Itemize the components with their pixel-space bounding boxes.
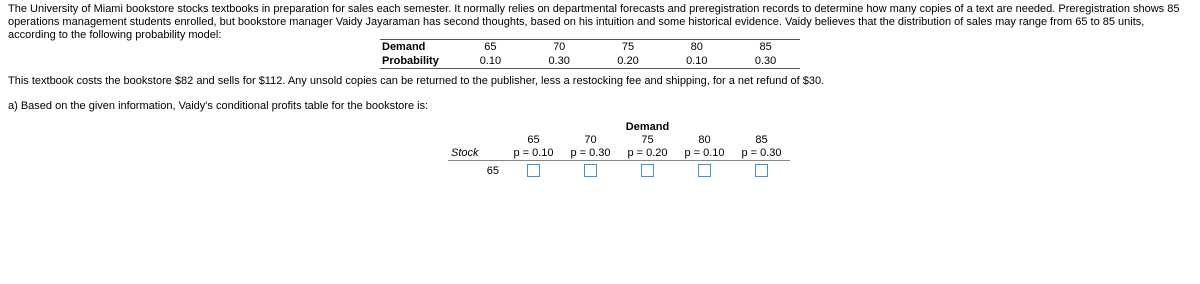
demand-value: 80 — [662, 40, 731, 55]
probability-header: p = 0.30 — [733, 147, 790, 161]
demand-value: 75 — [594, 40, 663, 55]
demand-header: 70 — [584, 134, 597, 146]
conditional-profits-table — [448, 121, 790, 181]
probability-row-label: Probability — [380, 54, 456, 69]
probability-header: p = 0.10 — [676, 147, 733, 161]
demand-header: 75 — [641, 134, 654, 146]
probability-value: 0.10 — [662, 54, 731, 69]
probability-header: p = 0.10 — [505, 147, 562, 161]
demand-header: 65 — [527, 134, 540, 146]
stock-row-65 — [448, 161, 790, 182]
profit-input[interactable] — [641, 164, 654, 177]
probability-row — [380, 54, 800, 69]
demand-value: 85 — [731, 40, 800, 55]
probability-header: p = 0.20 — [619, 147, 676, 161]
problem-intro: The University of Miami bookstore stocks textbooks in preparation for sales each semester. It normally relies on departmental forecasts and preregistration records to determine how many copies of a text are needed. Preregistration shows 85 operations management students enrolled, but bookstore manager Vaidy Jayaraman has second thoughts, based on his intuition and some historical evidence. Vaidy believes that the distribution of sales may range from 65 to 85 units, according to the following probability model: — [8, 3, 1180, 41]
demand-header: 85 — [755, 134, 768, 146]
demand-title-row — [448, 121, 790, 134]
stock-label: Stock — [448, 147, 505, 161]
demand-row — [380, 40, 800, 55]
demand-value: 70 — [525, 40, 594, 55]
probability-value: 0.20 — [594, 54, 663, 69]
profit-input[interactable] — [755, 164, 768, 177]
cost-statement: This textbook costs the bookstore $82 and sells for $112. Any unsold copies can be returned to the publisher, less a restocking fee and shipping, for a net refund of $30. — [8, 75, 825, 87]
demand-header-row — [448, 134, 790, 147]
stock-value: 65 — [486, 164, 499, 177]
profit-input[interactable] — [584, 164, 597, 177]
probability-header-row — [448, 147, 790, 161]
probability-header: p = 0.30 — [562, 147, 619, 161]
profit-input[interactable] — [527, 164, 540, 177]
probability-value: 0.30 — [525, 54, 594, 69]
probability-value: 0.30 — [731, 54, 800, 69]
profit-input[interactable] — [698, 164, 711, 177]
question-a: a) Based on the given information, Vaidy's conditional profits table for the bookstore is: — [8, 100, 429, 112]
demand-header: 80 — [698, 134, 711, 146]
demand-value: 65 — [456, 40, 525, 55]
demand-row-label: Demand — [380, 40, 456, 55]
probability-value: 0.10 — [456, 54, 525, 69]
probability-table — [380, 39, 800, 69]
demand-title: Demand — [625, 121, 670, 133]
